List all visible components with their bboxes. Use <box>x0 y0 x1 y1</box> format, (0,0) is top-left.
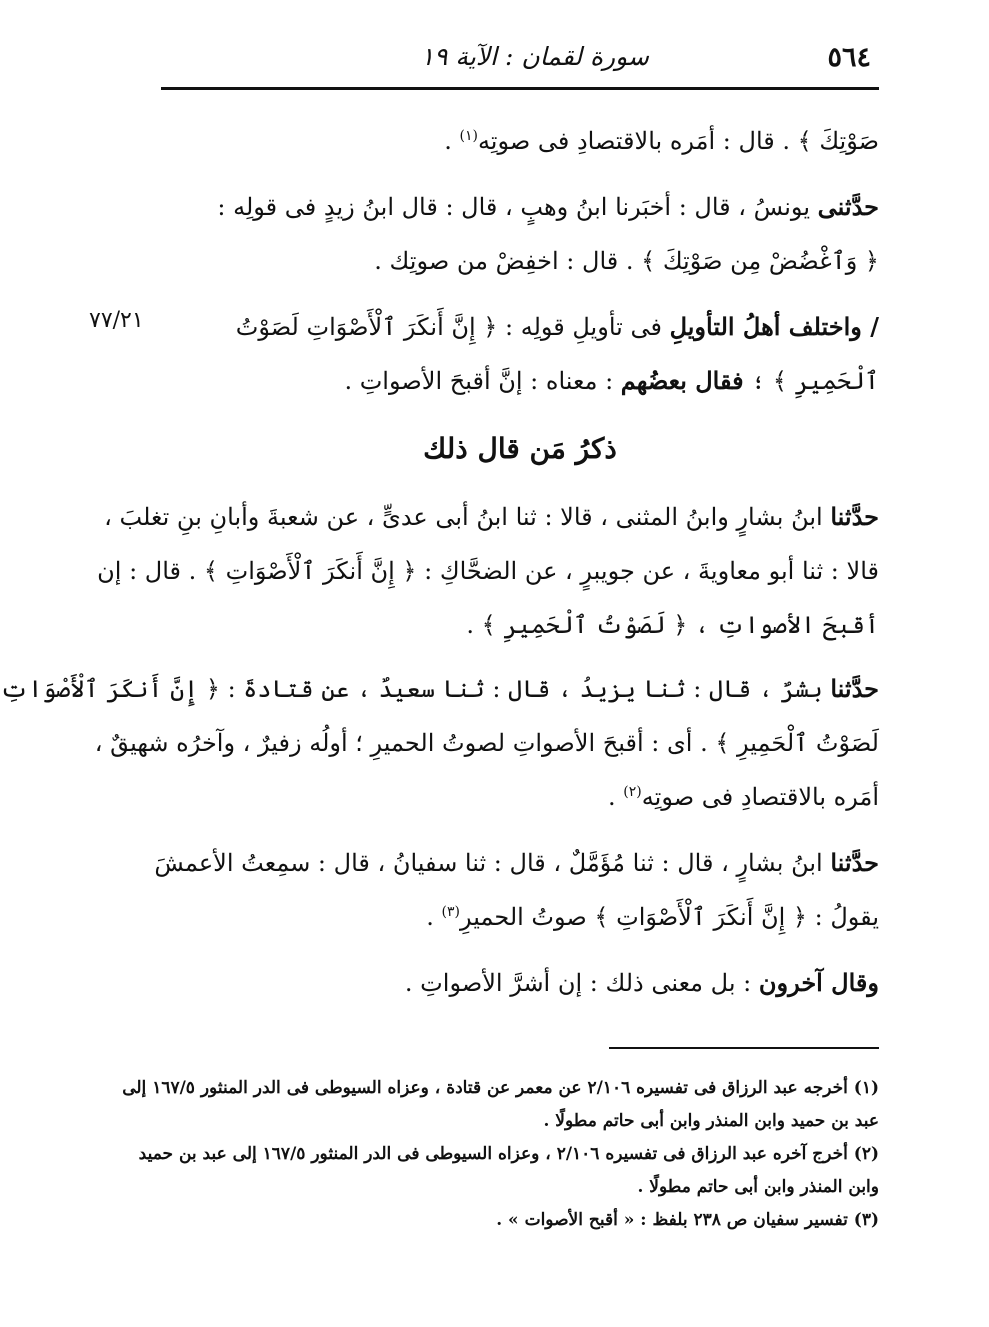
main-text-lower <box>0 490 879 1010</box>
text-segment: ابنُ بشارٍ وابنُ المثنى ، قالا : ثنا ابنُ أبى عدىٍّ ، عن شعبةَ وأبانِ بنِ تغلبَ ، <box>104 503 831 531</box>
text-segment: أقبحَ الأصواتِ ، ﴿ لَصَوْتُ ٱلْحَمِيرِ ﴾ . <box>466 611 879 639</box>
running-title: سورة لقمان : الآية ١٩ <box>420 42 649 71</box>
text-line <box>157 956 879 1010</box>
text-line <box>157 234 879 288</box>
text-line <box>157 300 879 354</box>
text-segment: . <box>426 903 442 931</box>
paragraph <box>157 956 879 1010</box>
text-segment: ﴿ وَٱغْضُضْ مِن صَوْتِكَ ﴾ . قال : اخفِضْ من صوتِك . <box>374 247 879 275</box>
page-number: ٥٦٤ <box>827 42 871 73</box>
text-line <box>157 114 879 168</box>
paragraph <box>154 836 879 944</box>
paragraph <box>157 300 879 408</box>
footnote-line: وابن المنذر وابن أبى حاتم مطولًا . <box>637 1177 879 1197</box>
text-segment: . <box>444 127 460 155</box>
text-segment: وقال آخرون <box>758 968 879 997</box>
text-segment: / واختلف أهلُ التأويلِ <box>669 312 879 341</box>
paragraph <box>157 180 879 288</box>
paragraph <box>157 114 879 168</box>
footnote-rule <box>609 1047 879 1049</box>
text-segment: حدَّثنى <box>817 192 879 221</box>
footnotes <box>122 1072 879 1237</box>
text-segment: حدَّثنا <box>830 848 879 877</box>
text-line <box>104 490 879 544</box>
paragraph <box>97 490 879 652</box>
text-segment: فقال بعضُهم <box>620 366 744 395</box>
text-segment: حدَّثنا <box>830 502 879 531</box>
footnote-line: عبد بن حميد وابن المنذر وابن أبى حاتم مطولًا . <box>543 1111 879 1131</box>
section-heading: ذكرُ مَن قال ذلك <box>423 432 617 465</box>
text-segment: فى تأويلِ قولِه : ﴿ إِنَّ أَنكَرَ ٱلْأَصْوَاتِ لَصَوْتُ <box>235 313 670 341</box>
text-segment: : بل معنى ذلك : إن أشرَّ الأصواتِ . <box>404 969 759 997</box>
text-segment: لَصَوْتُ ٱلْحَمِيرِ ﴾ . أى : أقبحَ الأصواتِ لصوتُ الحميرِ ؛ أولُه زفيرٌ ، وآخرُه شهيقٌ ، <box>94 729 879 757</box>
text-line <box>97 544 879 598</box>
footnote-line: (٣) تفسير سفيان ص ٢٣٨ بلفظ : « أقبح الأصوات » . <box>496 1210 879 1230</box>
footnote <box>138 1138 879 1204</box>
text-segment: صَوْتِكَ ﴾ . قال : أمَره بالاقتصادِ فى صوتِه <box>477 127 879 155</box>
text-segment: ابنُ بشارٍ ، قال : ثنا مُؤَمَّلٌ ، قال : ثنا سفيانُ ، قال : سمِعتُ الأعمشَ <box>154 849 831 877</box>
page-header <box>161 38 879 90</box>
text-line <box>94 716 879 770</box>
footnote-marker: (١) <box>459 128 478 144</box>
text-segment: يونسُ ، قال : أخبَرنا ابنُ وهبٍ ، قال : قال ابنُ زيدٍ فى قولِه : <box>217 193 818 221</box>
footnote-line: (٢) أخرج آخره عبد الرزاق فى تفسيره ٢/١٠٦ ، وعزاه السيوطى فى الدر المنثور ١٦٧/٥ إلى عبد بن حميد <box>138 1144 879 1164</box>
text-line <box>157 180 879 234</box>
footnote-marker: (٢) <box>623 784 642 800</box>
text-segment: ٱلْحَمِيرِ ﴾ ؛ <box>743 367 879 395</box>
text-line <box>157 890 879 944</box>
main-text-upper <box>157 114 879 408</box>
footnote <box>122 1072 879 1138</box>
footnote-line: (١) أخرجه عبد الرزاق فى تفسيره ٢/١٠٦ عن معمر عن قتادة ، وعزاه السيوطى فى الدر المنثور ١٦٧/٥ إلى <box>122 1078 879 1098</box>
text-line <box>0 662 879 716</box>
margin-reference: ٧٧/٢١ <box>89 308 144 333</box>
footnote <box>157 1204 879 1237</box>
text-segment: بشرٌ ، قال : ثنا يزيدُ ، قال : ثنا سعيدٌ ، عن قتادةَ : ﴿ إِنَّ أَنكَرَ ٱلْأَصْوَاتِ <box>0 675 831 703</box>
text-segment: قالا : ثنا أبو معاويةَ ، عن جويبرٍ ، عن الضحَّاكِ : ﴿ إِنَّ أَنكَرَ ٱلْأَصْوَاتِ ﴾ . قال : إن <box>97 557 879 585</box>
text-segment: حدَّثنا <box>830 674 879 703</box>
header-rule <box>161 87 879 90</box>
text-line <box>157 598 879 652</box>
paragraph <box>0 662 879 824</box>
text-line <box>157 770 879 824</box>
footnote-marker: (٣) <box>441 904 460 920</box>
text-segment: أمَره بالاقتصادِ فى صوتِه <box>641 783 879 811</box>
text-segment: : معناه : إنَّ أقبحَ الأصواتِ . <box>344 367 621 395</box>
text-segment: يقولُ : ﴿ إِنَّ أَنكَرَ ٱلْأَصْوَاتِ ﴾ صوتُ الحميرِ <box>459 903 879 931</box>
text-line <box>157 354 879 408</box>
text-line <box>154 836 879 890</box>
text-segment: . <box>608 783 624 811</box>
